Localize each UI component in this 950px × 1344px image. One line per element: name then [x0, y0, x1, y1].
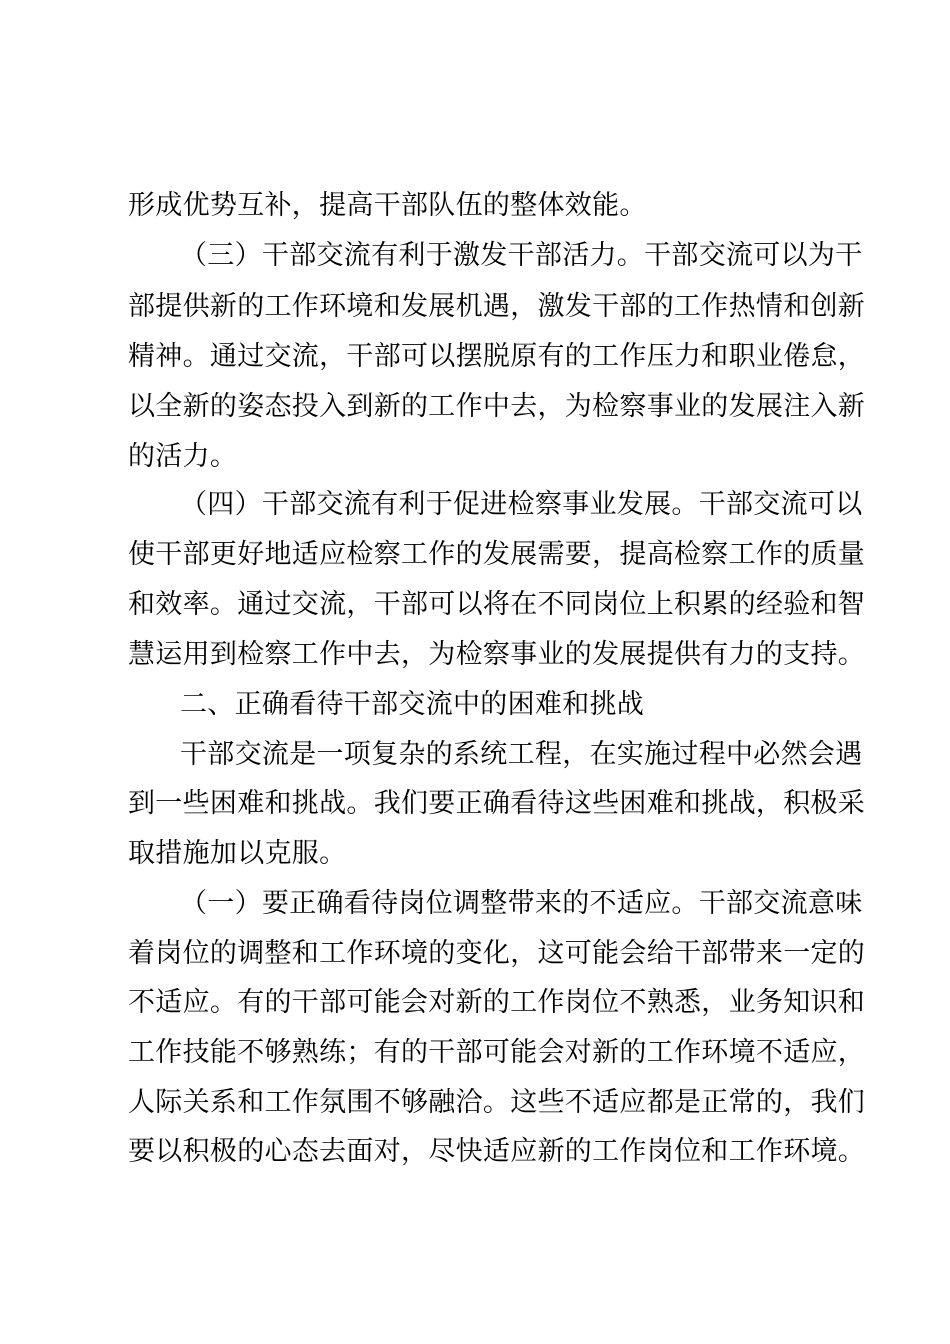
paragraph-heading-three: （三）干部交流有利于激发干部活力。干部交流可以为干 — [180, 240, 863, 271]
text-line: 和效率。通过交流，干部可以将在不同岗位上积累的经验和智 — [128, 589, 866, 620]
text-line: 要以积极的心态去面对，尽快适应新的工作岗位和工作环境。 — [128, 1136, 866, 1167]
paragraph-heading-one: （一）要正确看待岗位调整带来的不适应。干部交流意味 — [180, 888, 863, 919]
text-line: 取措施加以克服。 — [128, 838, 347, 869]
text-line: 慧运用到检察工作中去，为检察事业的发展提供有力的支持。 — [128, 639, 866, 670]
section-heading: 二、正确看待干部交流中的困难和挑战 — [180, 689, 645, 720]
text-line: 不适应。有的干部可能会对新的工作岗位不熟悉，业务知识和 — [128, 987, 866, 1018]
text-line: 以全新的姿态投入到新的工作中去，为检察事业的发展注入新 — [128, 391, 866, 422]
text-line: 干部交流是一项复杂的系统工程，在实施过程中必然会遇 — [180, 739, 863, 770]
text-line: 工作技能不够熟练；有的干部可能会对新的工作环境不适应， — [128, 1037, 866, 1068]
text-line: 精神。通过交流，干部可以摆脱原有的工作压力和职业倦怠， — [128, 341, 866, 372]
text-line: 着岗位的调整和工作环境的变化，这可能会给干部带来一定的 — [128, 938, 866, 969]
text-line: 到一些困难和挑战。我们要正确看待这些困难和挑战，积极采 — [128, 788, 866, 819]
paragraph-heading-four: （四）干部交流有利于促进检察事业发展。干部交流可以 — [180, 489, 863, 520]
text-line: 的活力。 — [128, 441, 238, 472]
text-line: 使干部更好地适应检察工作的发展需要，提高检察工作的质量 — [128, 539, 866, 570]
text-line: 人际关系和工作氛围不够融洽。这些不适应都是正常的，我们 — [128, 1087, 866, 1118]
text-line: 形成优势互补，提高干部队伍的整体效能。 — [128, 190, 647, 221]
text-line: 部提供新的工作环境和发展机遇，激发干部的工作热情和创新 — [128, 291, 866, 322]
